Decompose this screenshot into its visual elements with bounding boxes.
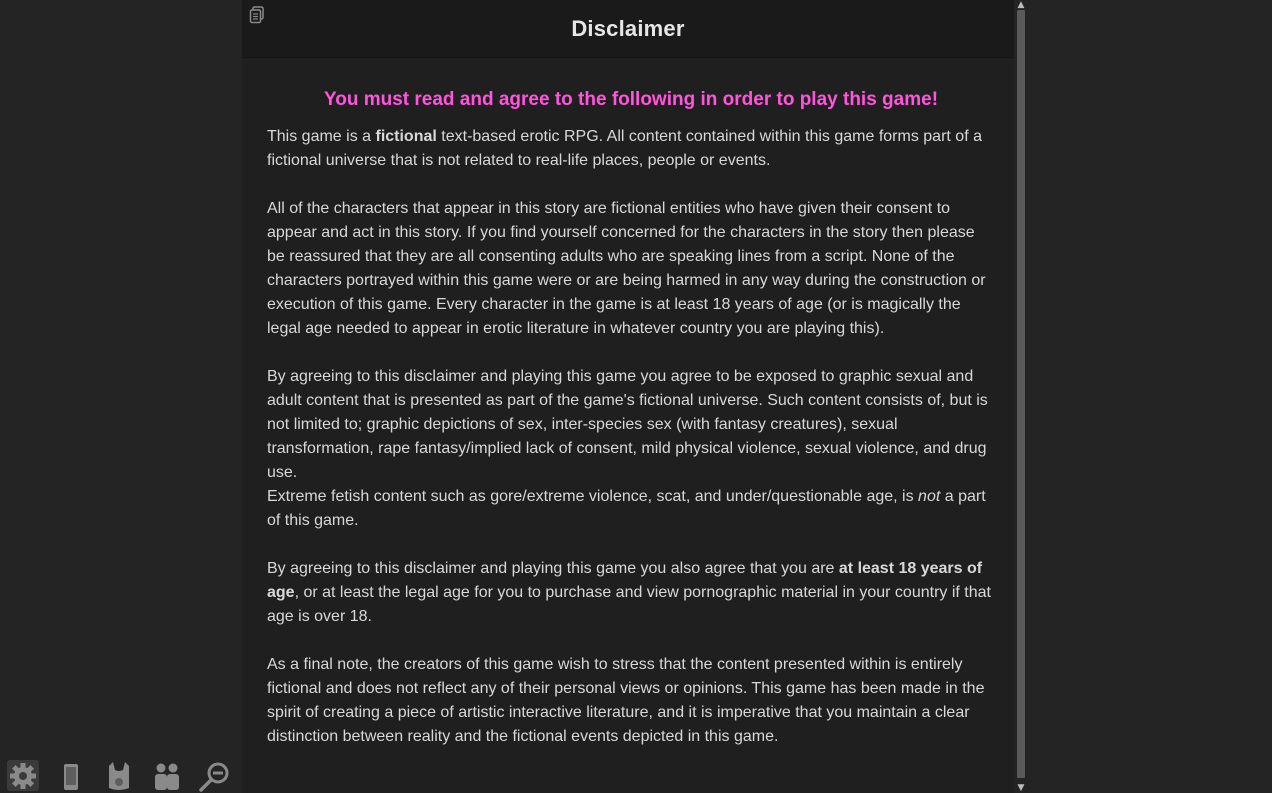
warning-heading: You must read and agree to the following in order to play this game!	[323, 89, 939, 110]
paragraph-text: By agreeing to this disclaimer and playing this game you also agree that you are	[267, 560, 839, 577]
scrollbar-thumb[interactable]	[1017, 10, 1025, 778]
zoom-out-magnifier-icon[interactable]	[197, 758, 233, 792]
paragraph-text: This game is a	[267, 128, 376, 145]
people-group-icon[interactable]	[149, 758, 185, 792]
paragraph-age	[267, 557, 995, 629]
chevron-up-icon[interactable]: ▲	[1017, 0, 1025, 10]
disclaimer-text	[267, 87, 995, 773]
chevron-down-icon[interactable]: ▼	[1017, 783, 1025, 793]
phone-icon[interactable]	[53, 758, 89, 792]
emphasis-age: at least 18 years of age	[267, 560, 983, 601]
vertical-scrollbar[interactable]	[1015, 0, 1027, 793]
paragraph-text: Extreme fetish content such as gore/extreme violence, scat, and under/questionable age, is	[267, 488, 919, 505]
paragraph-text: text-based erotic RPG. All content contained within this game forms part of a fictional universe that is not related to real-life places, people or events.	[267, 128, 982, 169]
character-body-icon[interactable]	[101, 758, 137, 792]
paragraph-extreme-content	[267, 485, 995, 533]
panel-header	[242, 0, 1014, 58]
paragraph-fictional	[267, 125, 995, 173]
page-title: Disclaimer	[571, 16, 685, 41]
paragraph-final-note: As a final note, the creators of this game wish to stress that the content presented within is entirely fictional and does not reflect any of their personal views or opinions. This game has been made in the spirit of creating a piece of artistic interactive literature, and it is imperative that you maintain a clear distinction between reality and the fictional events depicted in this game.	[267, 656, 985, 745]
paragraph-content: By agreeing to this disclaimer and playing this game you agree to be exposed to graphic sexual and adult content that is presented as part of the game's fictional universe. Such content consists of, but is not limited to; graphic depictions of sex, inter-species sex (with fantasy creatures), sexual transformation, rape fantasy/implied lack of consent, mild physical violence, sexual violence, and drug use.	[267, 368, 988, 481]
emphasis-not: not	[918, 488, 941, 505]
bottom-toolbar	[0, 756, 240, 793]
settings-gear-icon[interactable]	[5, 758, 41, 792]
paragraph-text: a part of this game.	[267, 488, 986, 529]
disclaimer-panel	[242, 0, 1014, 793]
paragraph-text: , or at least the legal age for you to purchase and view pornographic material in your country if that age is over 18.	[267, 584, 991, 625]
emphasis-fictional: fictional	[375, 128, 437, 145]
paragraph-characters: All of the characters that appear in this story are fictional entities who have given their consent to appear and act in this story. If you find yourself concerned for the characters in the story then please be reassured that they are all consenting adults who are speaking lines from a script. None of the characters portrayed within this game were or are being harmed in any way during the construction or execution of this game. Every character in the game is at least 18 years of age (or is magically the legal age needed to appear in erotic literature in whatever country you are playing this).	[267, 200, 986, 337]
